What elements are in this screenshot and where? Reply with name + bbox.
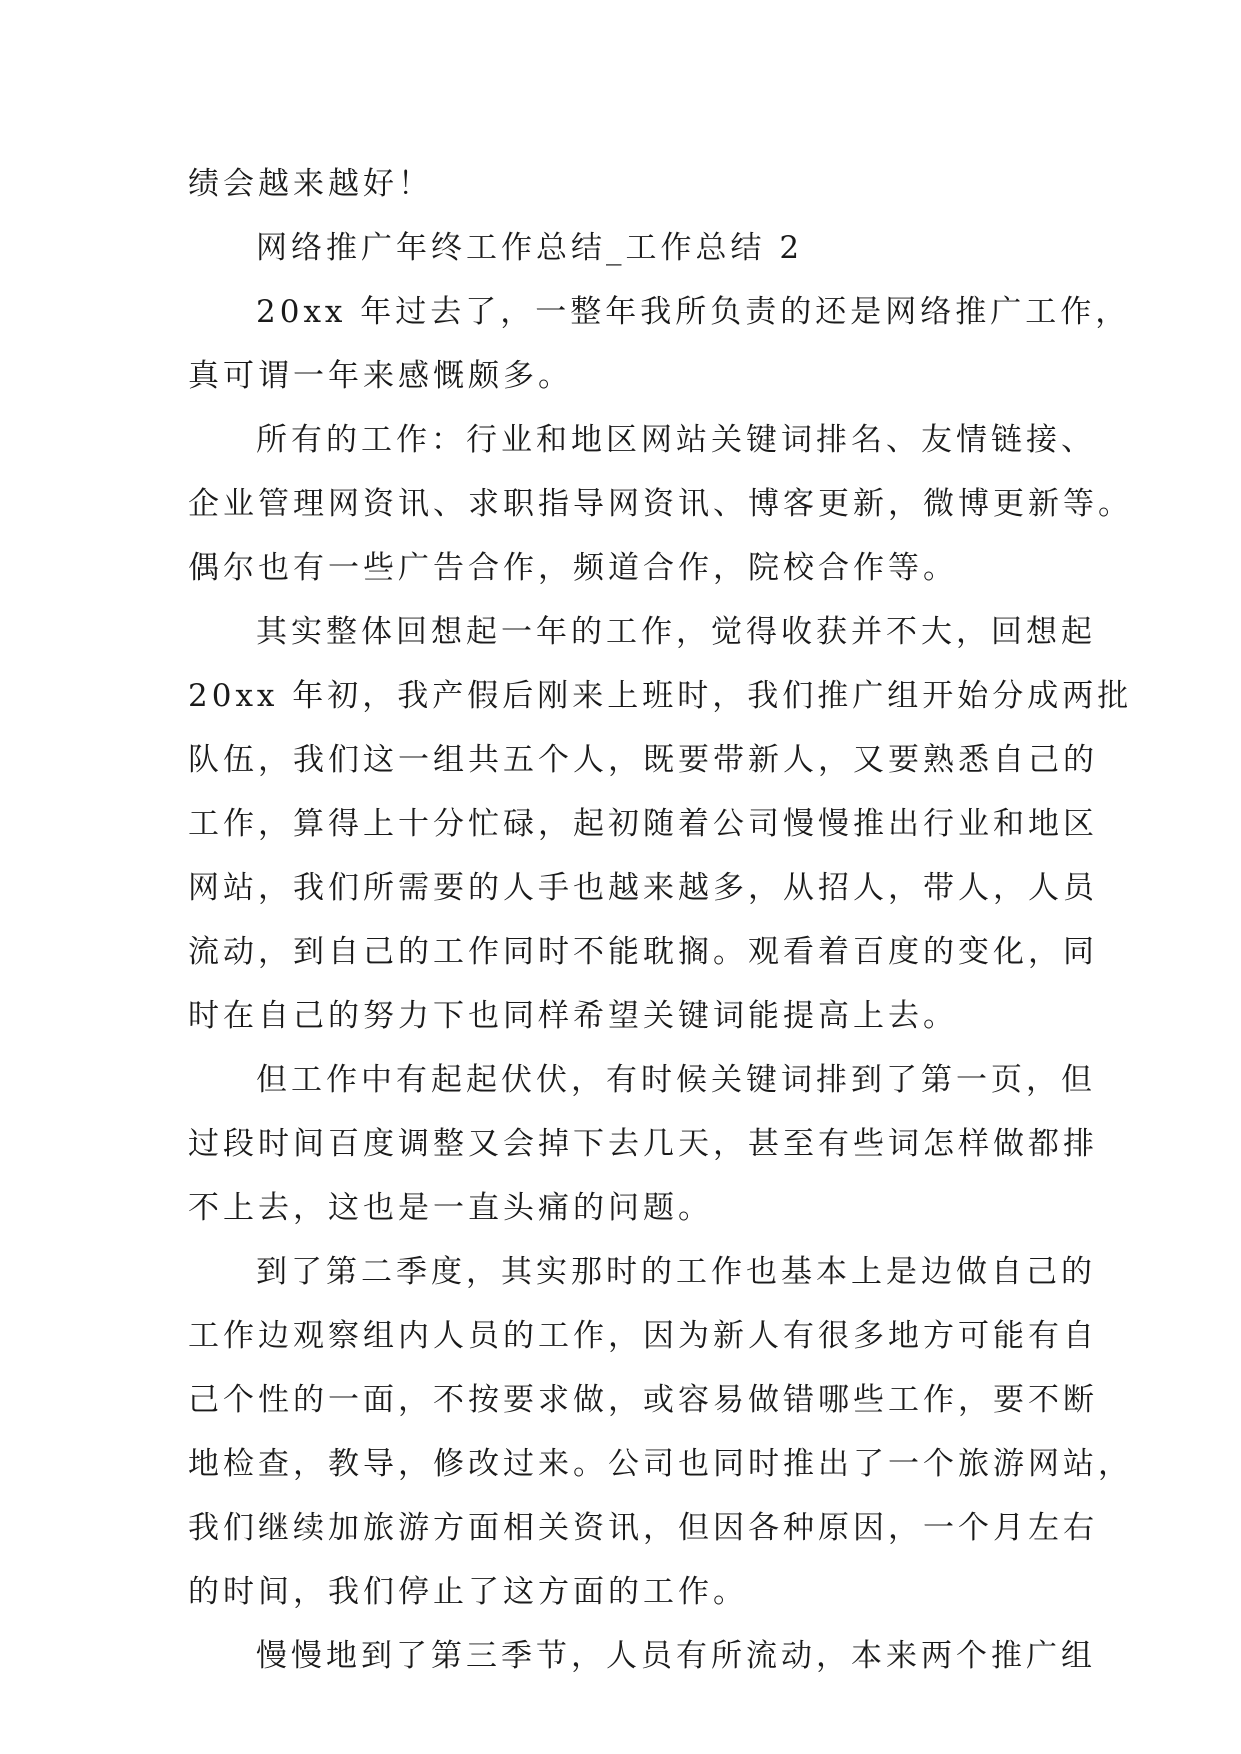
text-line: 20xx 年初，我产假后刚来上班时，我们推广组开始分成两批 (188, 678, 1133, 714)
text-line: 不上去，这也是一直头痛的问题。 (188, 1190, 713, 1226)
text-line: 偶尔也有一些广告合作，频道合作，院校合作等。 (188, 550, 958, 586)
text-line: 流动，到自己的工作同时不能耽搁。观看着百度的变化，同 (188, 934, 1098, 970)
text-line: 真可谓一年来感慨颇多。 (188, 358, 573, 394)
text-line: 地检查，教导，修改过来。公司也同时推出了一个旅游网站， (188, 1446, 1133, 1482)
section-title: 网络推广年终工作总结_工作总结 2 (256, 230, 804, 266)
text-line: 其实整体回想起一年的工作，觉得收获并不大，回想起 (256, 614, 1096, 650)
text-line: 慢慢地到了第三季节，人员有所流动，本来两个推广组 (256, 1638, 1096, 1674)
text-line: 我们继续加旅游方面相关资讯，但因各种原因，一个月左右 (188, 1510, 1098, 1546)
text-line: 己个性的一面，不按要求做，或容易做错哪些工作，要不断 (188, 1382, 1098, 1418)
text-line: 绩会越来越好！ (188, 166, 433, 202)
text-line: 时在自己的努力下也同样希望关键词能提高上去。 (188, 998, 958, 1034)
text-line: 企业管理网资讯、求职指导网资讯、博客更新，微博更新等。 (188, 486, 1133, 522)
text-line: 工作边观察组内人员的工作，因为新人有很多地方可能有自 (188, 1318, 1098, 1354)
text-line: 的时间，我们停止了这方面的工作。 (188, 1574, 748, 1610)
text-line: 队伍，我们这一组共五个人，既要带新人，又要熟悉自己的 (188, 742, 1098, 778)
text-line: 但工作中有起起伏伏，有时候关键词排到了第一页，但 (256, 1062, 1096, 1098)
text-line: 工作，算得上十分忙碌，起初随着公司慢慢推出行业和地区 (188, 806, 1098, 842)
text-line: 所有的工作：行业和地区网站关键词排名、友情链接、 (256, 422, 1096, 458)
text-line: 20xx 年过去了，一整年我所负责的还是网络推广工作， (256, 294, 1131, 330)
text-line: 过段时间百度调整又会掉下去几天，甚至有些词怎样做都排 (188, 1126, 1098, 1162)
text-line: 到了第二季度，其实那时的工作也基本上是边做自己的 (256, 1254, 1096, 1290)
text-line: 网站，我们所需要的人手也越来越多，从招人，带人，人员 (188, 870, 1098, 906)
